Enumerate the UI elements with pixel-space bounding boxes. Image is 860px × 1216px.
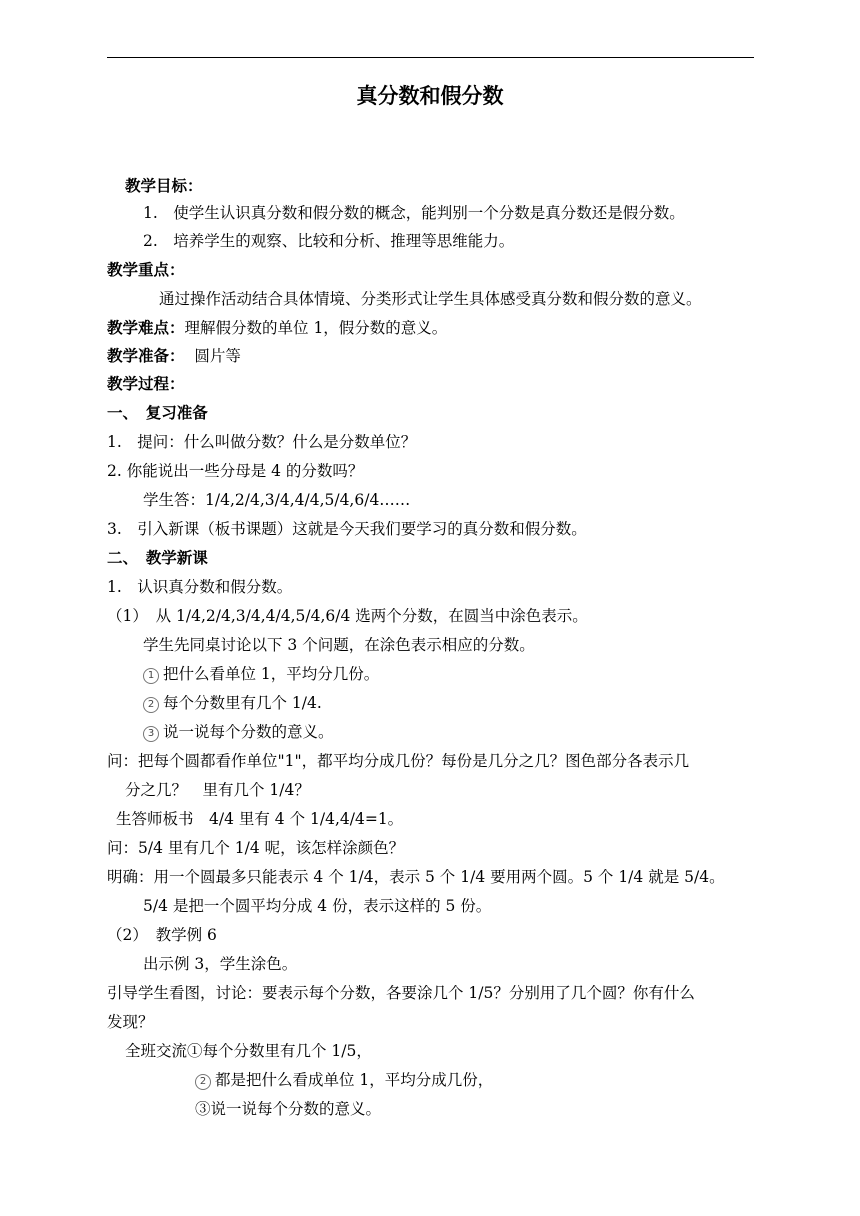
example-heading: （2） 教学例 6 [107, 926, 217, 944]
guide-line-b: 发现？ [107, 1013, 154, 1031]
preparation-text: 圆片等 [194, 347, 241, 365]
exchange-line-1: 全班交流①每个分数里有几个 1/5， [125, 1042, 372, 1060]
question-item-2 [143, 693, 322, 713]
objectives-label: 教学目标： [125, 177, 203, 195]
question-1-line-a: 问：把每个圆都看作单位"1"，都平均分成几份？每份是几分之几？图色部分各表示几 [107, 752, 690, 770]
question-item-3-text: 说一说每个分数的意义。 [163, 723, 334, 741]
header-rule [107, 57, 754, 58]
difficulty-text: 理解假分数的单位 1，假分数的意义。 [184, 319, 448, 337]
section1-line-4: 3. 引入新课（板书课题）这就是今天我们要学习的真分数和假分数。 [107, 520, 587, 538]
clarify-line-2: 5/4 是把一个圆平均分成 4 份，表示这样的 5 份。 [143, 897, 492, 915]
section2-line-3: 学生先同桌讨论以下 3 个问题，在涂色表示相应的分数。 [143, 636, 535, 654]
key-points-label: 教学重点： [107, 261, 185, 279]
preparation-label: 教学准备： [107, 347, 185, 365]
difficulty-line [107, 318, 447, 338]
exchange-line-2 [195, 1070, 493, 1090]
process-label: 教学过程： [107, 375, 185, 393]
circled-number-3: 3 [143, 726, 159, 742]
circled-number-2b: 2 [195, 1074, 211, 1090]
objective-item-2: 2. 培养学生的观察、比较和分析、推理等思维能力。 [143, 232, 515, 250]
section1-line-3: 学生答：1/4,2/4,3/4,4/4,5/4,6/4…… [143, 491, 411, 509]
section1-line-2: 2. 你能说出一些分母是 4 的分数吗？ [107, 462, 364, 480]
clarify-line-1: 明确：用一个圆最多只能表示 4 个 1/4，表示 5 个 1/4 要用两个圆。5 个 1/4 就是 5/4。 [107, 868, 725, 886]
question-1-line-b: 分之几？ 里有几个 1/4？ [125, 781, 310, 799]
question-item-1 [143, 664, 379, 684]
preparation-line [107, 346, 241, 366]
answer-1: 生答师板书 4/4 里有 4 个 1/4,4/4=1。 [116, 810, 404, 828]
key-points-text: 通过操作活动结合具体情境、分类形式让学生具体感受真分数和假分数的意义。 [159, 290, 702, 308]
question-item-2-text: 每个分数里有几个 1/4. [163, 694, 322, 712]
section2-line-2: （1） 从 1/4,2/4,3/4,4/4,5/4,6/4 选两个分数，在圆当中涂色表示。 [107, 607, 588, 625]
objective-item-1: 1. 使学生认识真分数和假分数的概念，能判别一个分数是真分数还是假分数。 [143, 204, 685, 222]
circled-number-1: 1 [143, 668, 159, 684]
section1-line-1: 1. 提问：什么叫做分数？什么是分数单位？ [107, 433, 417, 451]
page-title: 真分数和假分数 [356, 84, 504, 108]
question-2: 问：5/4 里有几个 1/4 呢，该怎样涂颜色？ [107, 839, 405, 857]
question-item-1-text: 把什么看单位 1，平均分几份。 [163, 665, 380, 683]
section1-heading: 一、 复习准备 [107, 404, 208, 422]
guide-line-a: 引导学生看图，讨论：要表示每个分数，各要涂几个 1/5？分别用了几个圆？你有什么 [107, 984, 695, 1002]
example-line-1: 出示例 3，学生涂色。 [143, 955, 298, 973]
exchange-line-3: ③说一说每个分数的意义。 [195, 1100, 382, 1118]
section2-heading: 二、 教学新课 [107, 549, 208, 567]
question-item-3 [143, 722, 334, 742]
difficulty-label: 教学难点： [107, 319, 185, 337]
exchange-line-2-text: 都是把什么看成单位 1，平均分成几份， [215, 1071, 494, 1089]
section2-line-1: 1. 认识真分数和假分数。 [107, 578, 293, 596]
circled-number-2: 2 [143, 697, 159, 713]
